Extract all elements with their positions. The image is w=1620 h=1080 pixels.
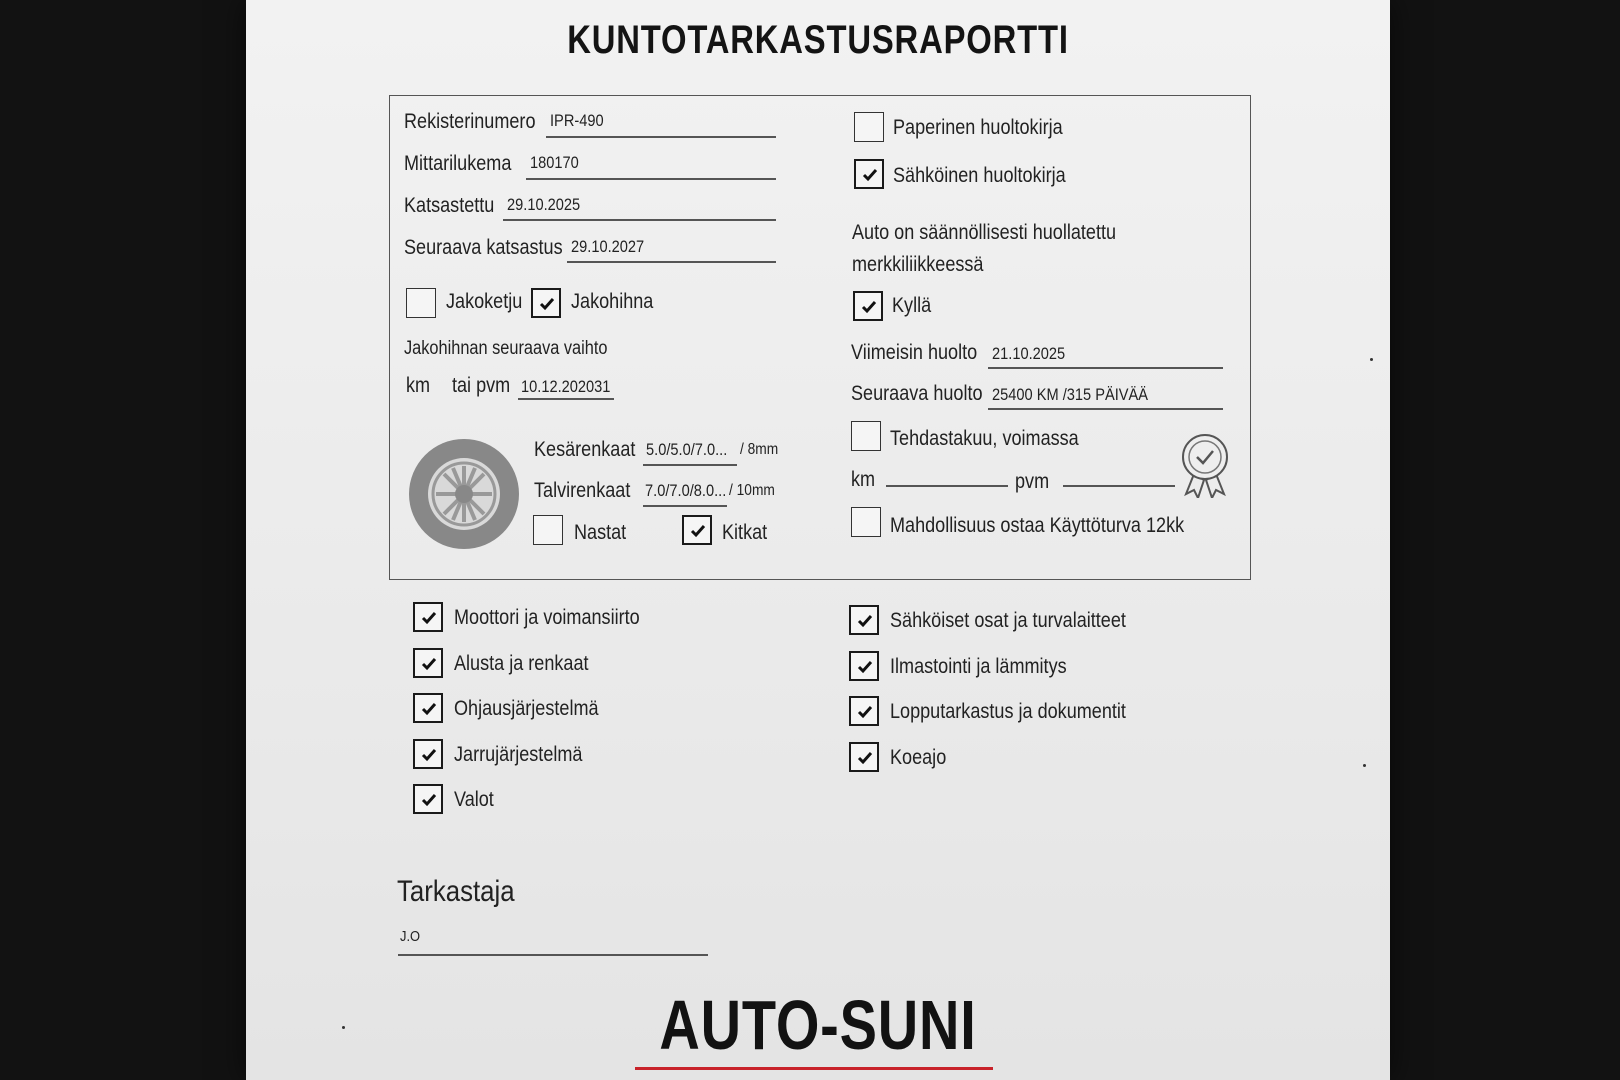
dealer-service-text-2: merkkiliikkeessä: [852, 253, 984, 276]
checklist-item-label: Sähköiset osat ja turvalaitteet: [890, 609, 1126, 632]
inspected-value: 29.10.2025: [507, 195, 581, 214]
winter-tires-unit: / 10mm: [729, 482, 775, 499]
logo-underline: [635, 1067, 993, 1070]
belt-date-value: 10.12.202031: [521, 377, 611, 396]
mileage-underline: [526, 178, 776, 180]
last-service-value: 21.10.2025: [992, 344, 1066, 363]
paper-service-book-checkbox[interactable]: [854, 112, 884, 142]
checklist-item-label: Koeajo: [890, 745, 947, 769]
inspected-underline: [503, 219, 776, 221]
checklist-item-label: Jarrujärjestelmä: [454, 742, 583, 766]
next-service-underline: [988, 408, 1223, 410]
inspector-underline: [398, 954, 708, 956]
certificate-ribbon-icon: [1180, 432, 1230, 498]
friction-label: Kitkat: [722, 521, 768, 544]
winter-tires-underline: [643, 505, 727, 507]
paper-speck: [1363, 764, 1366, 767]
registration-label: Rekisterinumero: [404, 110, 536, 133]
mileage-label: Mittarilukema: [404, 152, 512, 175]
checklist-checkbox[interactable]: [849, 696, 879, 726]
report-sheet: [246, 0, 1390, 1080]
inspected-label: Katsastettu: [404, 194, 495, 217]
winter-tires-value: 7.0/7.0/8.0...: [645, 481, 727, 500]
checkmark-icon: [689, 522, 707, 540]
checklist-item-label: Valot: [454, 788, 494, 811]
warranty-km-underline: [886, 485, 1008, 487]
mileage-value: 180170: [530, 153, 579, 172]
checklist-checkbox[interactable]: [849, 651, 879, 681]
checklist-item-label: Alusta ja renkaat: [454, 651, 589, 675]
checklist-checkbox[interactable]: [849, 742, 879, 772]
inspector-label: Tarkastaja: [397, 875, 515, 908]
dealer-service-yes-label: Kyllä: [892, 294, 932, 317]
checklist-checkbox[interactable]: [413, 739, 443, 769]
brand-logo: AUTO-SUNI: [659, 986, 977, 1064]
digital-service-book-label: Sähköinen huoltokirja: [893, 164, 1066, 187]
paper-service-book-label: Paperinen huoltokirja: [893, 116, 1063, 139]
next-service-value: 25400 KM /315 PÄIVÄÄ: [992, 385, 1149, 404]
winter-tires-label: Talvirenkaat: [534, 479, 631, 502]
vehicle-info-box: [389, 95, 1251, 580]
digital-service-book-checkbox[interactable]: [854, 159, 884, 189]
inspector-value: J.O: [400, 928, 421, 945]
checklist-item-label: Moottori ja voimansiirto: [454, 606, 640, 629]
checkmark-icon: [860, 298, 878, 316]
studs-checkbox[interactable]: [533, 515, 563, 545]
summer-tires-value: 5.0/5.0/7.0...: [646, 440, 728, 459]
checkmark-icon: [420, 700, 438, 718]
summer-tires-label: Kesärenkaat: [534, 438, 636, 461]
purchase-warranty-checkbox[interactable]: [851, 507, 881, 537]
next-service-label: Seuraava huolto: [851, 382, 983, 405]
checkmark-icon: [856, 612, 874, 630]
timing-belt-label: Jakohihna: [571, 290, 654, 313]
registration-value: IPR-490: [550, 111, 604, 130]
checkmark-icon: [420, 655, 438, 673]
checkmark-icon: [420, 791, 438, 809]
checkmark-icon: [856, 658, 874, 676]
timing-chain-label: Jakoketju: [446, 290, 523, 313]
checklist-item-label: Ohjausjärjestelmä: [454, 697, 599, 720]
checkmark-icon: [420, 746, 438, 764]
paper-speck: [342, 1026, 345, 1029]
registration-underline: [546, 136, 776, 138]
checklist-checkbox[interactable]: [413, 693, 443, 723]
warranty-date-label: pvm: [1015, 470, 1050, 493]
next-belt-change-label: Jakohihnan seuraava vaihto: [404, 338, 608, 359]
factory-warranty-checkbox[interactable]: [851, 421, 881, 451]
belt-date-underline: [518, 398, 614, 400]
paper-speck: [1370, 358, 1373, 361]
checklist-item-label: Lopputarkastus ja dokumentit: [890, 700, 1126, 723]
checklist-checkbox[interactable]: [413, 648, 443, 678]
purchase-warranty-label: Mahdollisuus ostaa Käyttöturva 12kk: [890, 514, 1185, 537]
warranty-km-label: km: [851, 468, 876, 491]
checklist-checkbox[interactable]: [413, 602, 443, 632]
checkmark-icon: [420, 609, 438, 627]
next-inspection-value: 29.10.2027: [571, 237, 645, 256]
checkmark-icon: [538, 295, 556, 313]
checkmark-icon: [861, 166, 879, 184]
last-service-label: Viimeisin huolto: [851, 341, 978, 364]
checkmark-icon: [856, 703, 874, 721]
last-service-underline: [988, 367, 1223, 369]
report-title: KUNTOTARKASTUSRAPORTTI: [567, 18, 1069, 62]
studs-label: Nastat: [574, 521, 627, 544]
belt-date-label: tai pvm: [452, 374, 511, 397]
dealer-service-text-1: Auto on säännöllisesti huollatettu: [852, 221, 1117, 244]
checklist-checkbox[interactable]: [413, 784, 443, 814]
friction-checkbox[interactable]: [682, 515, 712, 545]
checklist-item-label: Ilmastointi ja lämmitys: [890, 654, 1067, 678]
next-inspection-underline: [567, 261, 776, 263]
timing-belt-checkbox[interactable]: [531, 288, 561, 318]
belt-km-label: km: [406, 374, 431, 397]
summer-tires-underline: [643, 464, 737, 466]
next-inspection-label: Seuraava katsastus: [404, 236, 563, 259]
checklist-checkbox[interactable]: [849, 605, 879, 635]
factory-warranty-label: Tehdastakuu, voimassa: [890, 427, 1079, 450]
checkmark-icon: [856, 749, 874, 767]
timing-chain-checkbox[interactable]: [406, 288, 436, 318]
dealer-service-yes-checkbox[interactable]: [853, 291, 883, 321]
summer-tires-unit: / 8mm: [740, 441, 779, 458]
warranty-date-underline: [1063, 485, 1175, 487]
tire-icon: [408, 438, 520, 550]
